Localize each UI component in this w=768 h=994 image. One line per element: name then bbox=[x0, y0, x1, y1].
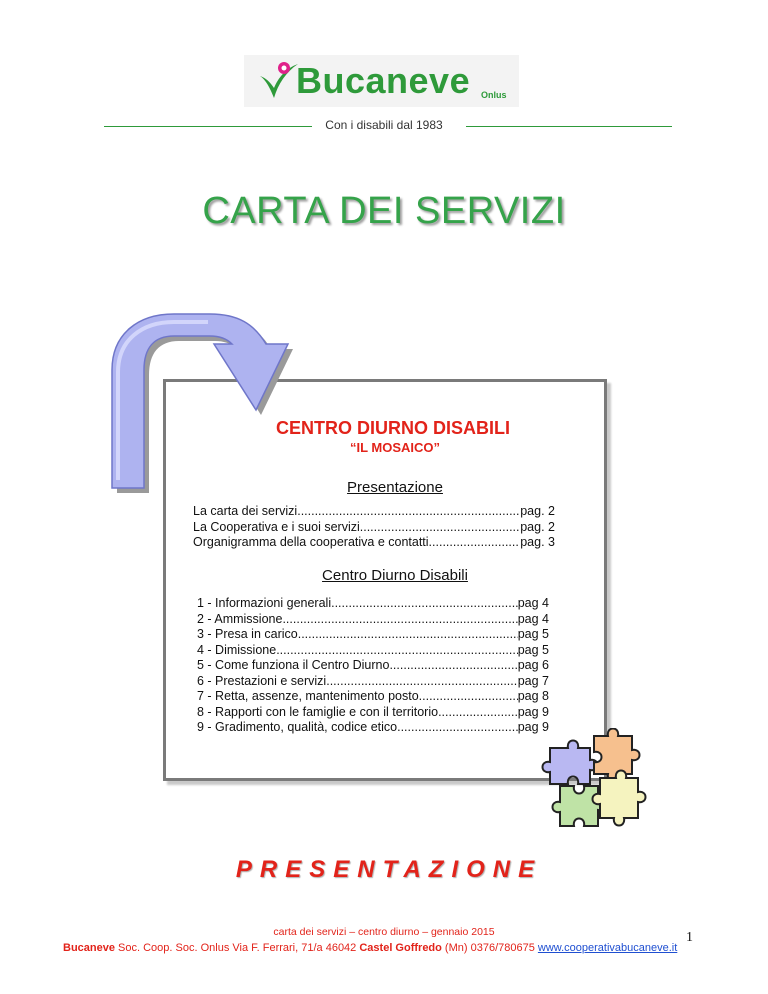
section-heading-presentazione: Presentazione bbox=[347, 479, 443, 496]
toc-item: Organigramma della cooperativa e contatti ..... pag. 3 bbox=[193, 535, 555, 551]
snowdrop-logo-icon bbox=[256, 58, 300, 102]
toc-item: La Cooperativa e i suoi servizi ..... pag. 2 bbox=[193, 520, 555, 536]
toc-item: 6 - Prestazioni e servizi ..... pag 7 bbox=[197, 674, 549, 690]
page-number: 1 bbox=[686, 930, 693, 945]
toc-item: 9 - Gradimento, qualità, codice etico ..... pag 9 bbox=[197, 720, 549, 736]
toc-item: 3 - Presa in carico ..... pag 5 bbox=[197, 627, 549, 643]
footer-phone: (Mn) 0376/780675 bbox=[441, 942, 538, 954]
brand-suffix: Onlus bbox=[481, 90, 507, 100]
centre-subtitle: “IL MOSAICO” bbox=[349, 440, 441, 455]
footer-org-details: Soc. Coop. Soc. Onlus Via F. Ferrari, 71/a 46042 bbox=[114, 942, 360, 954]
toc-item: 7 - Retta, assenze, mantenimento posto ..... pag 8 bbox=[197, 689, 549, 705]
centre-title: CENTRO DIURNO DISABILI bbox=[276, 418, 510, 438]
document-title: CARTA DEI SERVIZI bbox=[202, 190, 566, 232]
toc-presentazione bbox=[193, 504, 555, 551]
section-heading-presentazione-main: PRESENTAZIONE bbox=[235, 856, 543, 883]
toc-centro bbox=[197, 596, 549, 736]
curved-arrow-icon bbox=[98, 300, 298, 500]
toc-item: 1 - Informazioni generali ..... pag 4 bbox=[197, 596, 549, 612]
brand-name: Bucaneve bbox=[296, 60, 471, 101]
section-heading-centro: Centro Diurno Disabili bbox=[322, 567, 468, 584]
footer-document-info: carta dei servizi – centro diurno – gennaio 2015 bbox=[273, 926, 495, 938]
toc-item: La carta dei servizi ..... pag. 2 bbox=[193, 504, 555, 520]
footer-address bbox=[63, 942, 677, 954]
website-link[interactable]: www.cooperativabucaneve.it bbox=[537, 942, 678, 954]
toc-item: 2 - Ammissione ..... pag 4 bbox=[197, 612, 549, 628]
toc-item: 4 - Dimissione ..... pag 5 bbox=[197, 643, 549, 659]
footer-org: Bucaneve bbox=[63, 942, 115, 954]
toc-item: 8 - Rapporti con le famiglie e con il territorio ..... pag 9 bbox=[197, 705, 549, 721]
tagline: Con i disabili dal 1983 bbox=[0, 118, 768, 132]
footer-city: Castel Goffredo bbox=[359, 942, 442, 954]
puzzle-pieces-icon bbox=[538, 728, 648, 838]
toc-item: 5 - Come funziona il Centro Diurno ..... pag 6 bbox=[197, 658, 549, 674]
